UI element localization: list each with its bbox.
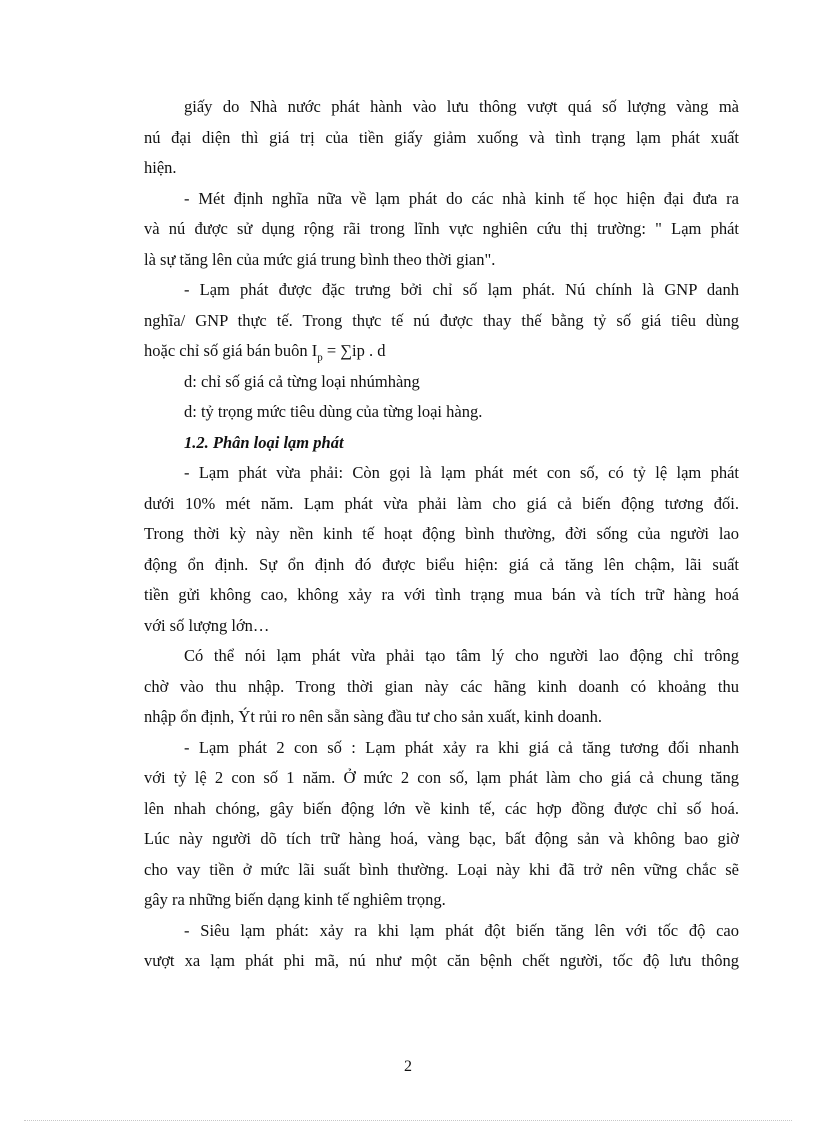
text-line: nú đại diện thì giá trị của tiền giấy giảm xuống và tình trạng lạm phát xuất xyxy=(144,127,739,147)
text-line: Trong thời kỳ này nền kinh tế hoạt động bình thường, đời sống của người lao xyxy=(144,524,739,543)
formula-subscript: p xyxy=(317,351,323,364)
formula-line xyxy=(144,336,739,367)
text-line: - Siêu lạm phát: xảy ra khi lạm phát đột biến tăng lên với tốc độ cao xyxy=(184,920,739,940)
text-line: là sự tăng lên của mức giá trung bình theo thời gian". xyxy=(144,249,496,269)
text-line: Lúc này người dõ tích trữ hàng hoá, vàng bạc, bất động sản và không bao giờ xyxy=(144,829,739,848)
text-line: hiện. xyxy=(144,158,177,177)
document-body xyxy=(144,92,739,977)
text-line: gây ra những biến dạng kinh tế nghiêm trọng. xyxy=(144,890,446,909)
text-line: động ổn định. Sự ổn định đó được biểu hiện: giá cả tăng lên chậm, lãi suất xyxy=(144,554,739,574)
text-line: - Mét định nghĩa nữa về lạm phát do các nhà kinh tế học hiện đại đưa ra xyxy=(184,188,739,208)
text-line: nhập ổn định, Ýt rủi ro nên sẵn sàng đầu tư cho sản xuất, kinh doanh. xyxy=(144,707,603,726)
section-heading: 1.2. Phân loại lạm phát xyxy=(184,432,344,452)
text-line: - Lạm phát 2 con số : Lạm phát xảy ra khi giá cả tăng tương đối nhanh xyxy=(184,737,739,757)
text-line: và nú được sử dụng rộng rãi trong lĩnh vực nghiên cứu thị trường: " Lạm phát xyxy=(144,219,739,238)
text-line: tiền gửi không cao, không xảy ra với tình trạng mua bán và tích trữ hàng hoá xyxy=(144,585,739,604)
text-line: giấy do Nhà nước phát hành vào lưu thông vượt quá số lượng vàng mà xyxy=(184,97,739,116)
text-line: d: chỉ số giá cả từng loại nhúmhàng xyxy=(184,371,420,391)
text-line: với tỷ lệ 2 con số 1 năm. Ở mức 2 con số, lạm phát làm cho giá cả chung tăng xyxy=(144,768,739,787)
text-line: vượt xa lạm phát phi mã, nú như một căn bệnh chết người, tốc độ lưu thông xyxy=(144,951,739,970)
text-line: dưới 10% mét năm. Lạm phát vừa phải làm cho giá cả biến động tương đối. xyxy=(144,493,739,513)
text-line: chờ vào thu nhập. Trong thời gian này các hãng kinh doanh có khoảng thu xyxy=(144,676,739,696)
text-line: - Lạm phát được đặc trưng bởi chỉ số lạm phát. Nú chính là GNP danh xyxy=(184,280,739,299)
formula-suffix: = ∑ip . d xyxy=(322,341,386,360)
text-line: Có thể nói lạm phát vừa phải tạo tâm lý cho người lao động chỉ trông xyxy=(184,646,739,665)
formula-prefix: hoặc chỉ số giá bán buôn I xyxy=(144,341,318,360)
text-line: d: tỷ trọng mức tiêu dùng của từng loại hàng. xyxy=(184,402,483,421)
page-bottom-border xyxy=(24,1120,792,1121)
page-number: 2 xyxy=(404,1058,412,1075)
text-line: cho vay tiền ở mức lãi suất bình thường. Loại này khi đã trở nên vững chắc sẽ xyxy=(144,859,739,879)
text-line: với số lượng lớn… xyxy=(144,615,270,635)
text-line: lên nhah chóng, gây biến động lớn về kinh tế, các hợp đồng được chỉ số hoá. xyxy=(144,798,739,818)
text-line: - Lạm phát vừa phải: Còn gọi là lạm phát mét con số, có tỷ lệ lạm phát xyxy=(184,463,739,482)
text-line: nghĩa/ GNP thực tế. Trong thực tế nú được thay thế bằng tỷ số giá tiêu dùng xyxy=(144,310,739,330)
